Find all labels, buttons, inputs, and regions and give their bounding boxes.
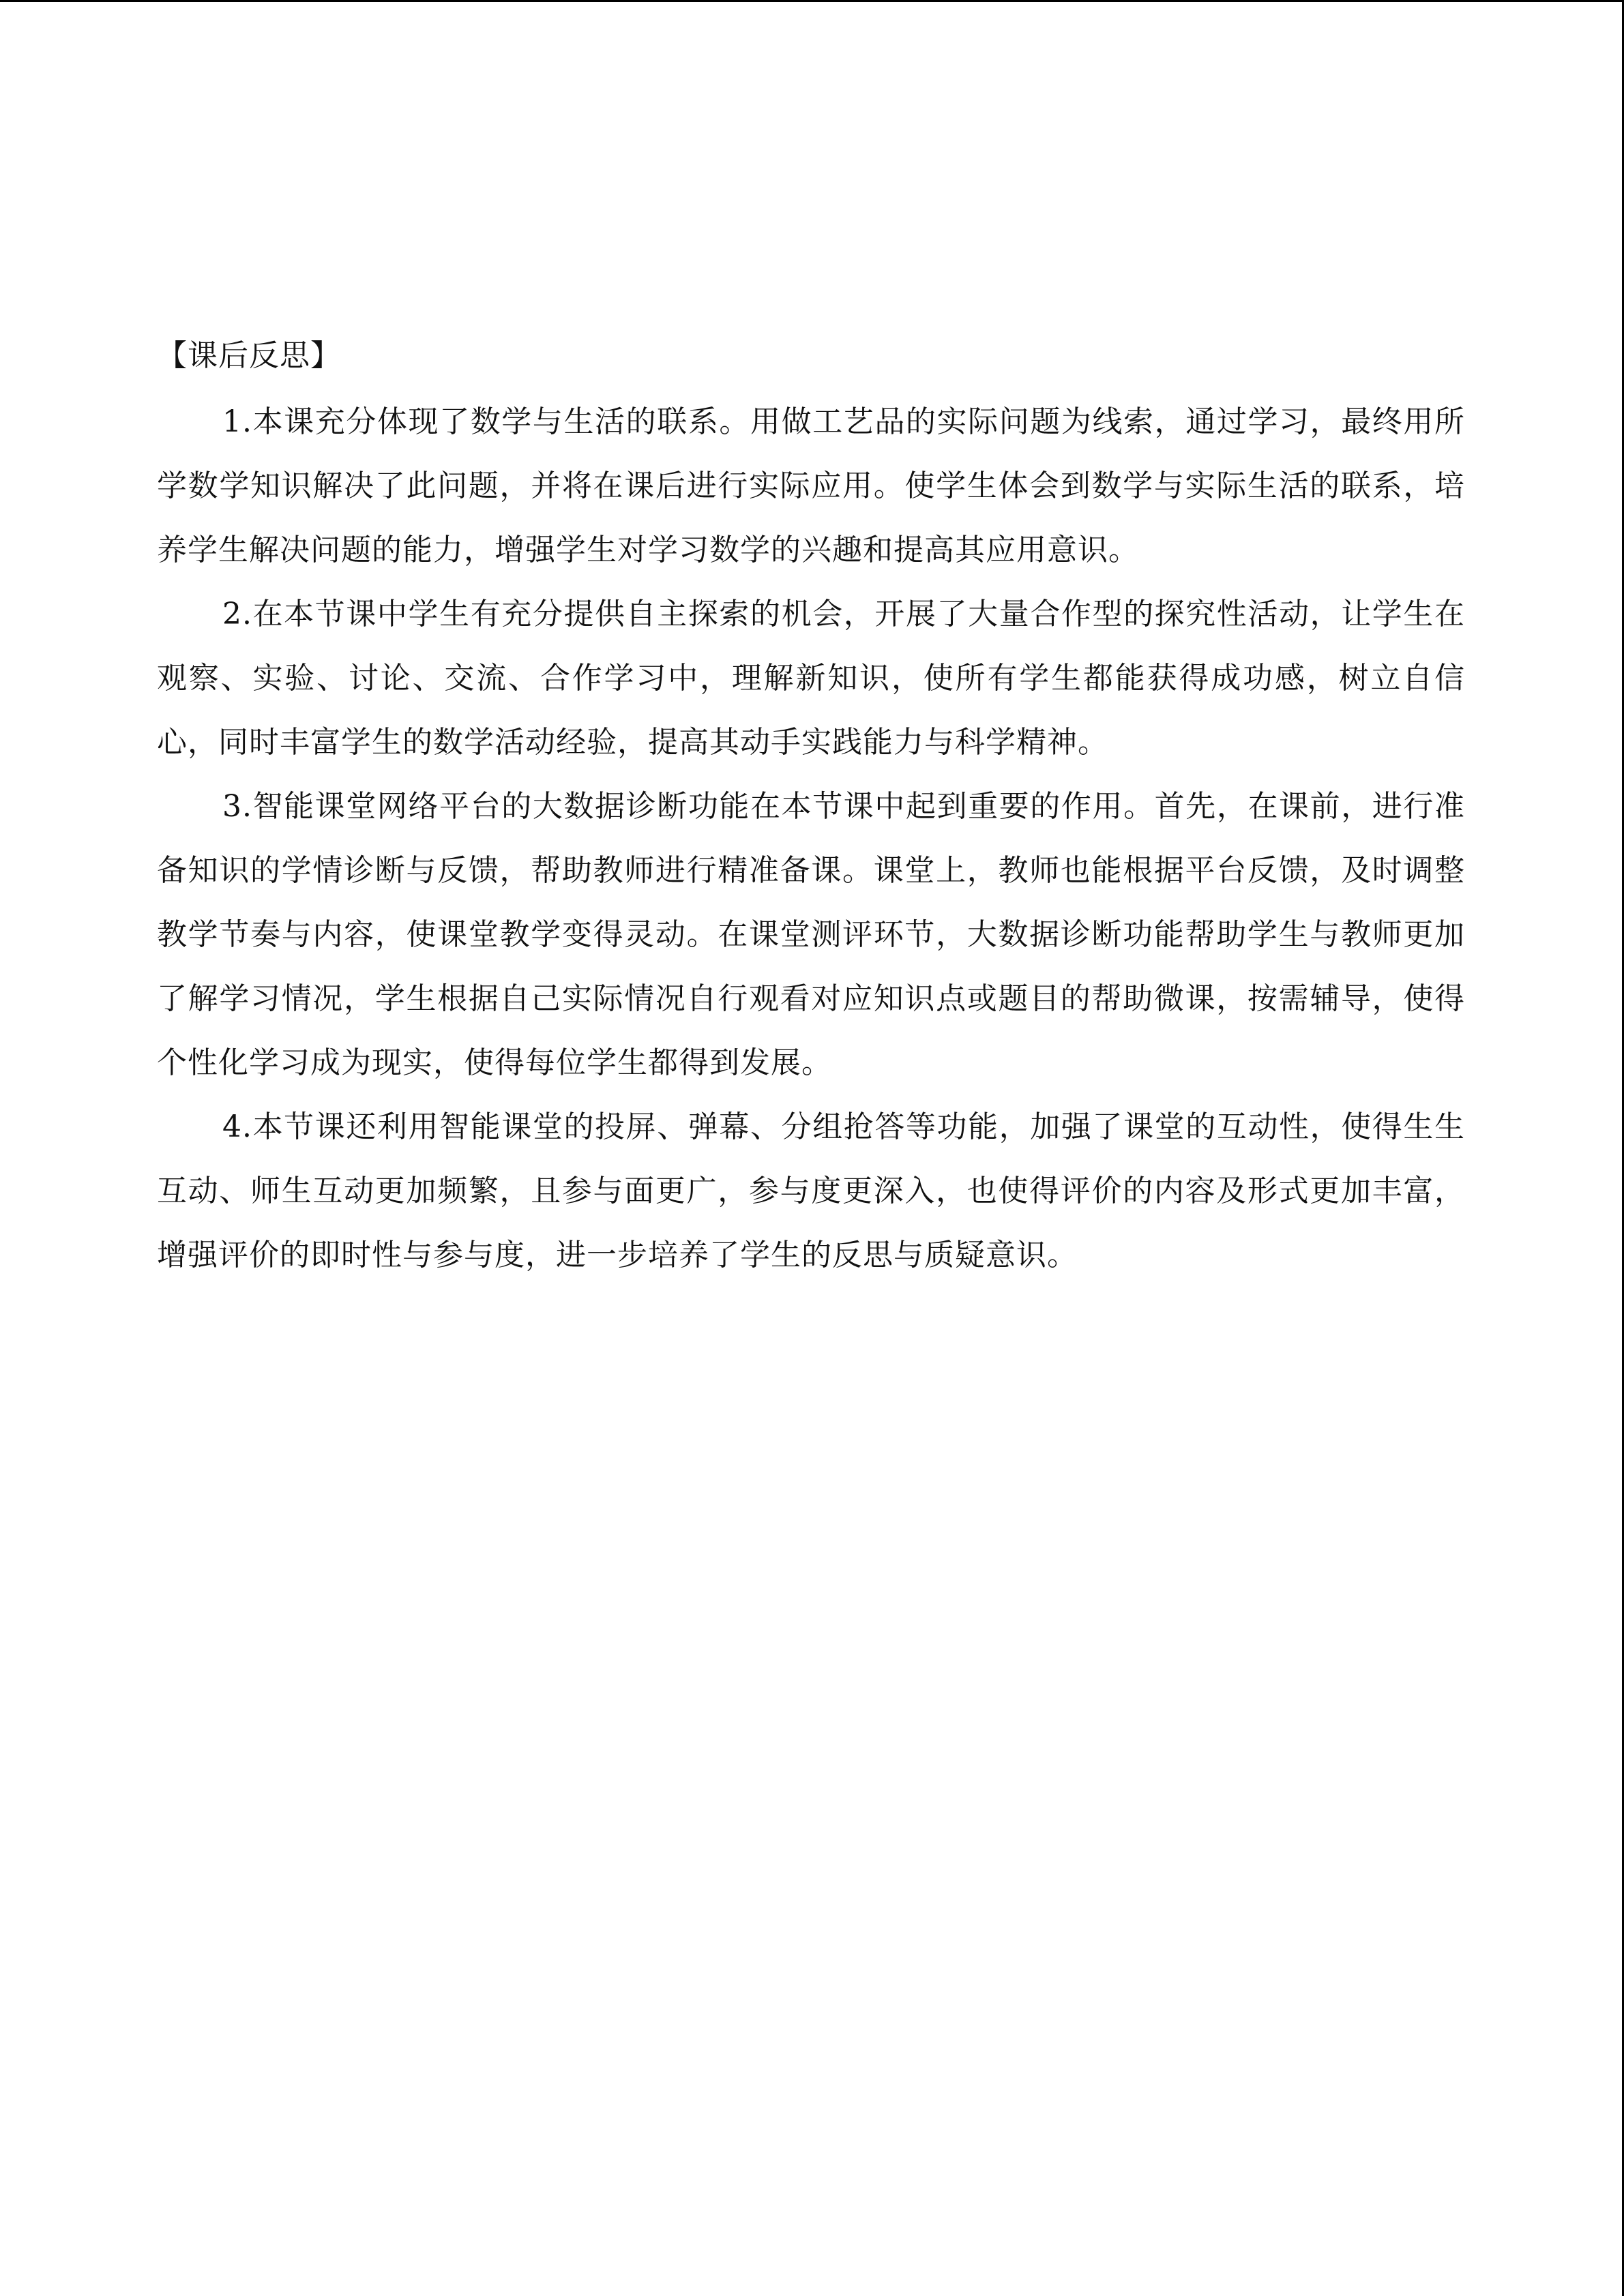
reflection-paragraph-4: 4.本节课还利用智能课堂的投屏、弹幕、分组抢答等功能，加强了课堂的互动性，使得生生互动、师生互动更加频繁，且参与面更广，参与度更深入，也使得评价的内容及形式更加丰富，增强评价的即时性与参与度，进一步培养了学生的反思与质疑意识。 <box>157 1109 1465 1272</box>
reflection-paragraph-2: 2.在本节课中学生有充分提供自主探索的机会，开展了大量合作型的探究性活动，让学生在观察、实验、讨论、交流、合作学习中，理解新知识，使所有学生都能获得成功感，树立自信心，同时丰富学生的数学活动经验，提高其动手实践能力与科学精神。 <box>157 597 1465 760</box>
section-heading: 【课后反思】 <box>157 338 341 373</box>
reflection-paragraph-1: 1.本课充分体现了数学与生活的联系。用做工艺品的实际问题为线索，通过学习，最终用所学数学知识解决了此问题，并将在课后进行实际应用。使学生体会到数学与实际生活的联系，培养学生解决问题的能力，增强学生对学习数学的兴趣和提高其应用意识。 <box>157 404 1465 567</box>
page-top-border <box>0 0 1624 2</box>
reflection-paragraph-3: 3.智能课堂网络平台的大数据诊断功能在本节课中起到重要的作用。首先，在课前，进行准备知识的学情诊断与反馈，帮助教师进行精准备课。课堂上，教师也能根据平台反馈，及时调整教学节奏与内容，使课堂教学变得灵动。在课堂测评环节，大数据诊断功能帮助学生与教师更加了解学习情况，学生根据自己实际情况自行观看对应知识点或题目的帮助微课，按需辅导，使得个性化学习成为现实，使得每位学生都得到发展。 <box>157 789 1465 1080</box>
document-body <box>157 330 1465 1287</box>
